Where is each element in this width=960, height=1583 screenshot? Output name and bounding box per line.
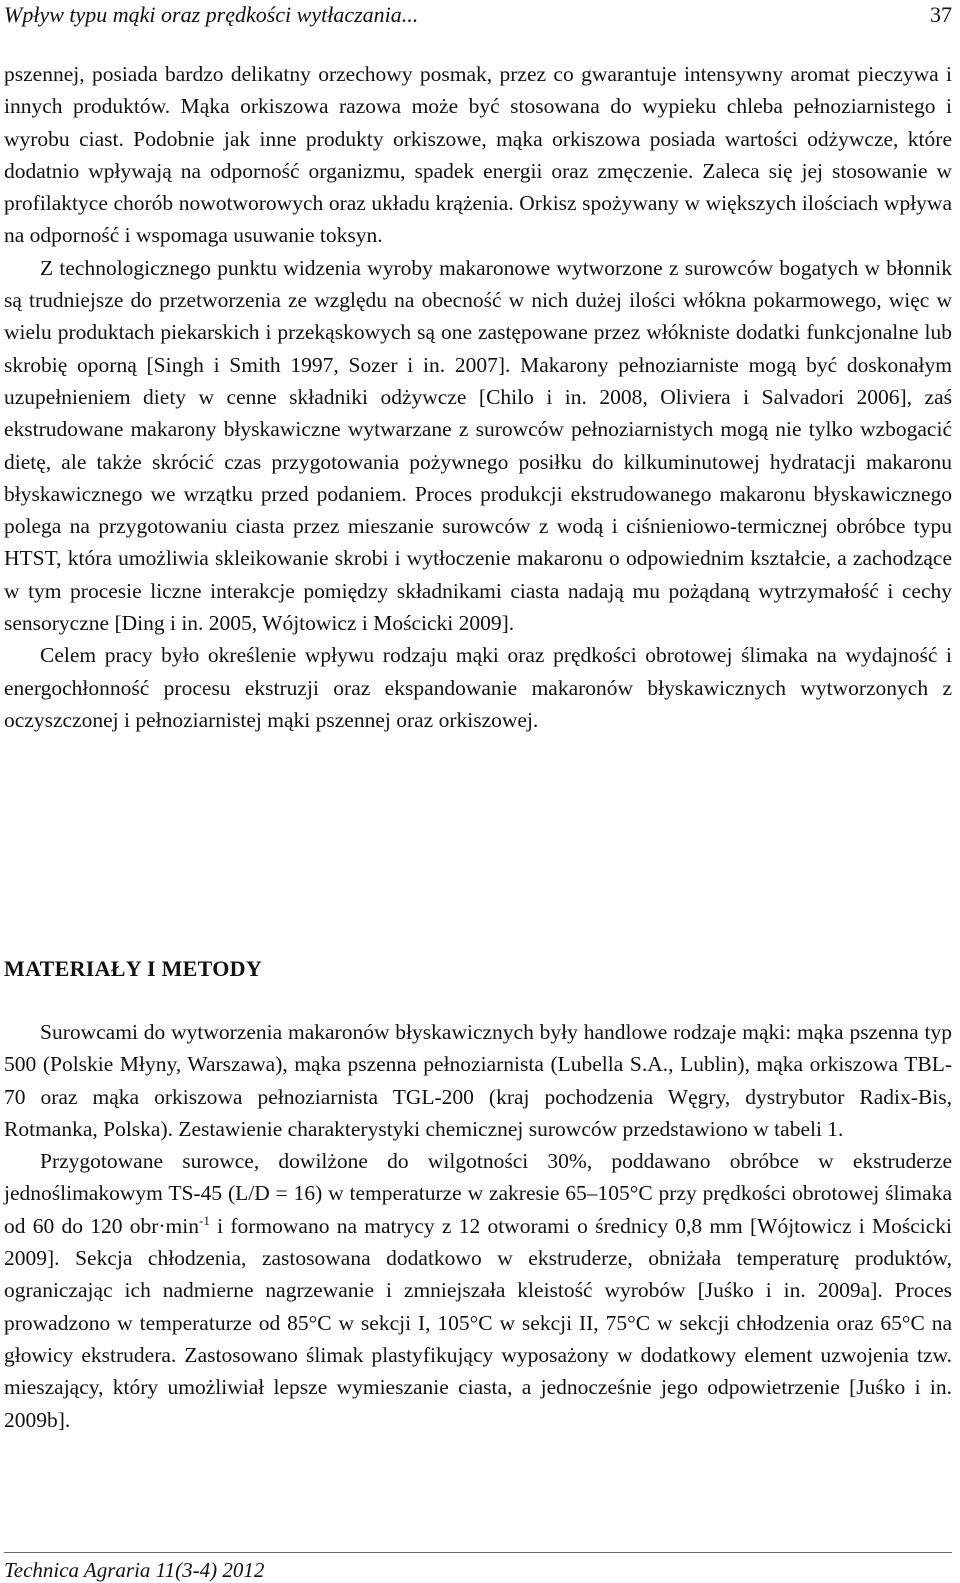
paragraph: Celem pracy było określenie wpływu rodzaju mąki oraz prędkości obrotowej ślimaka na wydajność i energochłonność procesu ekstruzji oraz ekspandowanie makaronów błyskawicznych wytworzonych z oczyszczonej i pełnoziarnistej mąki pszennej oraz orkiszowej.: [4, 643, 952, 732]
paragraph: [4, 1145, 952, 1436]
paragraph-part: Przygotowane surowce, dowilżone do wilgotności 30%, poddawano obróbce w ekstruderze jednoślimakowym TS-45 (L/D = 16) w temperaturze w zakresie 65–105°C przy prędkości obrotowej ślimaka od 60 do 120 obr·min: [4, 1149, 952, 1238]
journal-footer: Technica Agraria 11(3-4) 2012: [4, 1558, 265, 1582]
section-heading: MATERIAŁY I METODY: [4, 956, 263, 981]
paragraph: pszennej, posiada bardzo delikatny orzechowy posmak, przez co gwarantuje intensywny aromat pieczywa i innych produktów. Mąka orkiszowa razowa może być stosowana do wypieku chleba pełnoziarnistego i wyrobu ciast. Podobnie jak inne produkty orkiszowe, mąka orkiszowa posiada wartości odżywcze, które dodatnio wpływają na odporność organizmu, spadek energii oraz zmęczenie. Zaleca się jej stosowanie w profilaktyce chorób nowotworowych oraz układu krążenia. Orkisz spożywany w większych ilościach wpływa na odporność i wspomaga usuwanie toksyn.: [4, 62, 952, 248]
paragraph: Surowcami do wytworzenia makaronów błyskawicznych były handlowe rodzaje mąki: mąka pszenna typ 500 (Polskie Młyny, Warszawa), mąka pszenna pełnoziarnista (Lubella S.A., Lublin), mąka orkiszowa TBL-70 oraz mąka orkiszowa pełnoziarnista TGL-200 (kraj pochodzenia Węgry, dystrybutor Radix-Bis, Rotmanka, Polska). Zestawienie charakterystyki chemicznej surowców przedstawiono w tabeli 1.: [4, 1020, 952, 1141]
superscript: -1: [199, 1212, 210, 1228]
methods-text: [4, 1016, 952, 1436]
footer-divider: [4, 1552, 952, 1553]
running-header: [4, 2, 952, 36]
paragraph: Z technologicznego punktu widzenia wyroby makaronowe wytworzone z surowców bogatych w błonnik są trudniejsze do przetworzenia ze względu na obecność w nich dużej ilości włókna pokarmowego, więc w wielu produktach piekarskich i przekąskowych są one zastępowane przez włókniste dodatki funkcjonalne lub skrobię oporną [Singh i Smith 1997, Sozer i in. 2007]. Makarony pełnoziarniste mogą być doskonałym uzupełnieniem diety w cenne składniki odżywcze [Chilo i in. 2008, Oliviera i Salvadori 2006], zaś ekstrudowane makarony błyskawiczne wytwarzane z surowców pełnoziarnistych mogą nie tylko wzbogacić dietę, ale także skrócić czas przygotowania pożywnego posiłku do kilkuminutowej hydratacji makaronu błyskawicznego we wrzątku przed podaniem. Proces produkcji ekstrudowanego makaronu błyskawicznego polega na przygotowaniu ciasta przez mieszanie surowców z wodą i ciśnieniowo-termicznej obróbce typu HTST, która umożliwia skleikowanie skrobi i wytłoczenie makaronu o odpowiednim kształcie, a zachodzące w tym procesie liczne interakcje pomiędzy składnikami ciasta nadają mu pożądaną wytrzymałość i cechy sensoryczne [Ding i in. 2005, Wójtowicz i Mościcki 2009].: [4, 255, 952, 636]
paragraph-part: i formowano na matrycy z 12 otworami o średnicy 0,8 mm [Wójtowicz i Mościcki 2009]. Sekcja chłodzenia, zastosowana dodatkowo w ekstruderze, obniżała temperaturę produktów, ograniczając ich nadmierne nagrzewanie i zmniejszała kleistość wyrobów [Juśko i in. 2009a]. Proces prowadzono w temperaturze od 85°C w sekcji I, 105°C w sekcji II, 75°C w sekcji chłodzenia oraz 65°C na głowicy ekstrudera. Zastosowano ślimak plastyfikujący wyposażony w dodatkowy element uzwojenia tzw. mieszający, który umożliwiał lepsze wymieszanie ciasta, a jednocześnie jego odpowietrzenie [Juśko i in. 2009b].: [4, 1213, 952, 1432]
page-number: 37: [930, 2, 952, 27]
running-title: Wpływ typu mąki oraz prędkości wytłaczania...: [4, 2, 419, 27]
intro-text: [4, 58, 952, 736]
